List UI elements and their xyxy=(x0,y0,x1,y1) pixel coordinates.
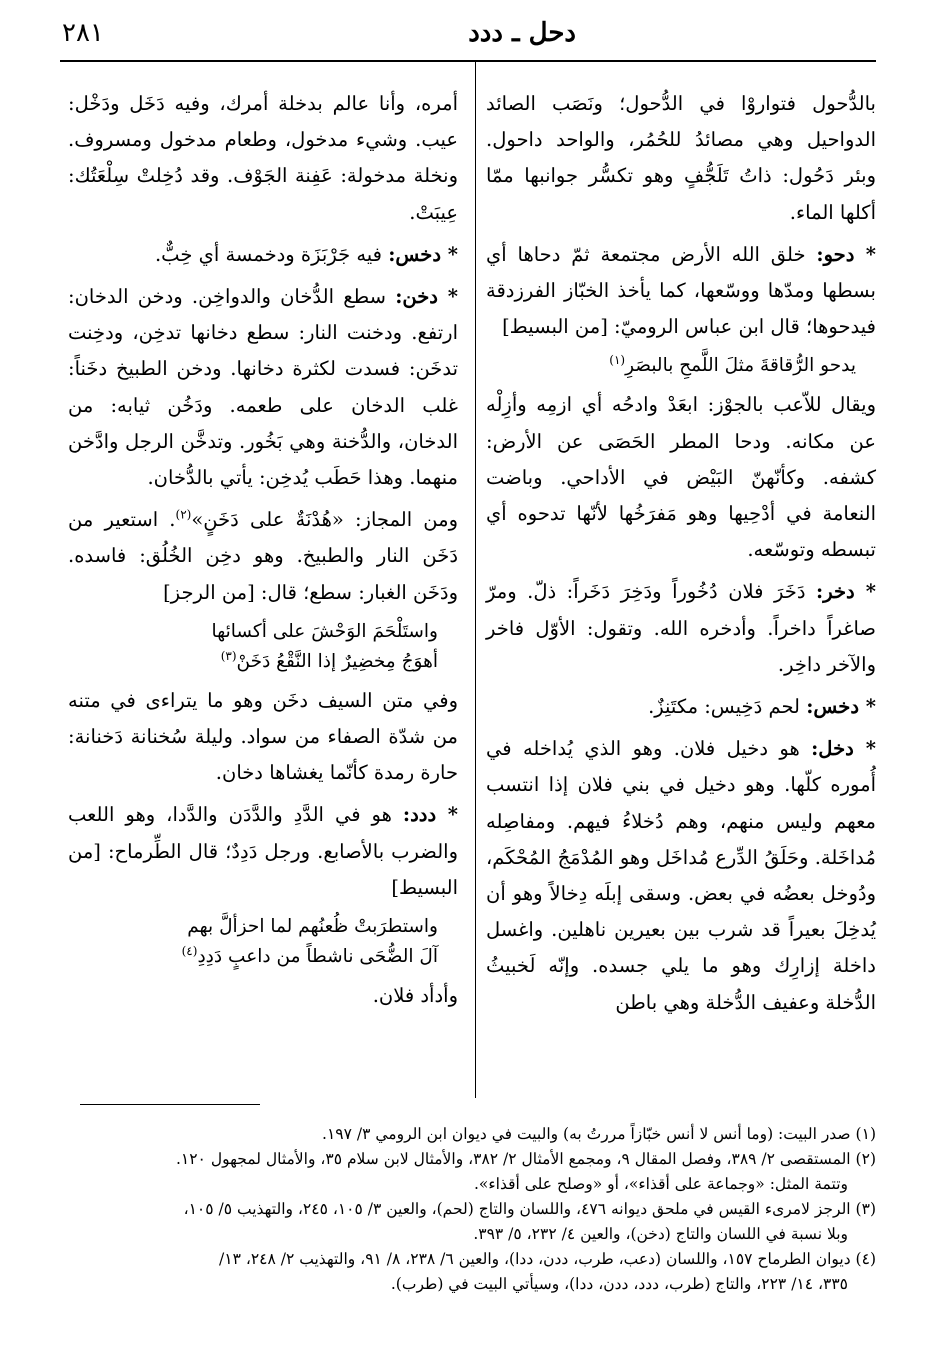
entry-headword: * دخس: xyxy=(806,695,876,719)
footnote-ref: (٣) xyxy=(220,648,237,663)
header-rule xyxy=(60,60,876,62)
footnote xyxy=(68,1147,876,1197)
entry-text: لحم دَخِيس: مكتَنِزٌ. xyxy=(648,695,807,719)
entry-text: فيه جَرْبَزَة ودخمسة أي خِبٌّ. xyxy=(154,242,389,266)
entry-text: ويقال للاّعب بالجوْز: ابعَدْ وادحُه أي ازمِه وأزِلْه عن مكانه. ودحا المطر الحَصَى عن الأرض: كشفه. وكأنّهنّ البَيْض في الأداحي. وباضت النعامة في أدْحِيها وهو مَفرَخُها لأنّها تدحوه أي تبسطه وتوسّعه. xyxy=(486,393,876,562)
right-column xyxy=(486,86,876,1027)
entry xyxy=(68,279,458,496)
verse-hemistich: يدحو الرُّقاقةَ مثلَ اللَّمحِ بالبصَرِ$^{(١)}$ xyxy=(609,353,856,377)
entry-text: سطع الدُّخان والدواخِن. ودخن الدخان: ارتفع. ودخنت النار: سطع دخانها تدخِن، ودخِنت تدخَن: فسدت لكثرة دخانها. ودخن الطبيخ دخَناً: غلب الدخان على طعمه. ودَخُن ثيابه: من الدخان، والدُّخنة وهي بَخُور. وتدخَّن الرجل وادَّخن منهما. وهذا حَطَب يُدخِن: يأتي بالدُّخان. xyxy=(68,285,458,490)
footnote-ref: (١) xyxy=(609,353,626,368)
entry xyxy=(486,689,876,725)
verse-hemistich: واستَلْحَمَ الوَحْشَ على أكسائها xyxy=(211,620,438,642)
entry xyxy=(486,731,876,1021)
entry-text: هو دخيل فلان. وهو الذي يُداخله في أُموره كلّها. وهو دخيل في بني فلان إذا انتسب معهم وليس منهم، وهم دُخلاءُ فيهم. ومفاصِله مُداخَلة. وحَلَقُ الدِّرع مُداخَل وهو المُدْمَجُ المُحْكَم، ودُوخل بعضُه في بعض. وسقى إبلَه دِخالاً وهو أن يُدخِلَ بعيراً قد شرب بين بعيرين ناهلين. واغسل داخلة إزارِك وهو ما يلي جسده. وإنّه لَخبيثُ الدُّخلة وعفيف الدُّخلة وهي باطن xyxy=(486,737,876,1014)
footnote xyxy=(68,1122,876,1147)
entry-text: هو في الدَّدِ والدَّدَن والدَّدا، وهو اللعب والضرب بالأصابع. ورجل دَدِدٌ؛ قال الطِّرماح: [من البسيط] xyxy=(68,803,458,899)
footnote-text: الرجز لامرىء القيس في ملحق ديوانه ٤٧٦، واللسان والتاج (لحم)، والعين ٣/ ١٠٥، ٢٤٥، والتهذيب ٥/ ١٠٥، xyxy=(183,1200,851,1218)
entry-headword: * ددد: xyxy=(402,803,458,827)
entry-text: وأدأد فلان. xyxy=(372,984,458,1008)
entry xyxy=(486,387,876,568)
footnote-number: (١) xyxy=(855,1125,876,1143)
entry-headword: * دخر: xyxy=(816,580,876,604)
footnote-text: ٣٣٥، ١٤/ ٢٢٣، والتاج (طرب، ددد، ددن، ددا)، وسيأتي البيت في (طرب). xyxy=(390,1275,848,1293)
left-column xyxy=(68,86,458,1020)
entry xyxy=(486,86,876,231)
page-title: دحل ـ ددد xyxy=(468,18,576,48)
entry-text: خلق الله الأرض مجتمعة ثمّ دحاها أي بسطها ومدّها ووسّعها، كما يأخذ الخبّاز الفرزدقة فيدحوها؛ قال ابن عباس الروميّ: [من البسيط] xyxy=(486,242,876,339)
footnote-text: وبلا نسبة في اللسان والتاج (دخن)، والعين ٤/ ٢٣٢، ٥/ ٣٩٣. xyxy=(473,1225,848,1243)
footnote-separator xyxy=(80,1104,260,1105)
entry-headword: * دخس: xyxy=(388,242,458,266)
entry-text: ومن المجاز: «هُدْنَةٌ على دَخَنٍ» xyxy=(191,508,458,532)
footnote-number: (٢) xyxy=(855,1150,876,1168)
entry xyxy=(68,978,458,1014)
footnote-text: وتتمة المثل: «وجماعة على أقذاء»، أو «وصلح على أقذاء». xyxy=(473,1175,848,1193)
verse xyxy=(68,912,438,972)
footnote-text: ديوان الطرماح ١٥٧، واللسان (دعب، طرب، ددن، ددا)، والعين ٦/ ٢٣٨، ٨/ ٩١، والتهذيب ٢/ ٢٤٨، ١٣/ xyxy=(219,1250,851,1268)
running-head xyxy=(60,18,876,58)
entry xyxy=(68,237,458,273)
footnotes xyxy=(68,1122,876,1297)
footnote-number: (٣) xyxy=(855,1200,876,1218)
entry-text: . استعير من دَخَن النار والطبيخ. وهو دخِن الخُلُق: فاسده. ودَخَن الغبار: سطع؛ قال: [من الرجز] xyxy=(68,508,458,604)
entry xyxy=(68,86,458,231)
entry xyxy=(68,797,458,906)
entry xyxy=(68,683,458,792)
footnote-ref: (٢) xyxy=(175,507,192,522)
verse xyxy=(68,617,438,677)
entry-headword: * دخن: xyxy=(395,285,458,309)
column-divider xyxy=(475,62,476,1098)
entry-text: دَخَرَ فلان دُخُوراً ودَخِرَ دَخَراً: ذلّ. ومرّ صاغراً داخراً. وأدخره الله. وتقول: الأوّل فاخر والآخر داخِر. xyxy=(486,580,876,676)
entry-text: وفي متن السيف دخَن وهو ما يتراءى في متنه من شدّة الصفاء من سواد. وليلة سُخنانة دَخنانة: حارة رمدة كأنّما يغشاها دخان. xyxy=(68,688,458,785)
entry xyxy=(486,574,876,683)
verse-hemistich: واستطرَبتْ ظُعنُهم لما احزألَّ بهم xyxy=(187,916,438,938)
footnote xyxy=(68,1247,876,1297)
verse-hemistich: أهوَجُ مِخضِيرٌ إذا النَّقْعُ دَخَنْ$^{(٣)}$ xyxy=(220,648,438,672)
verse-hemistich: آلَ الضُّحَى ناشطاً من داعبٍ دَدِدِ$^{(٤)}$ xyxy=(181,943,438,968)
entry xyxy=(486,237,876,346)
entry-headword: * دحو: xyxy=(816,242,876,266)
entry-text: أمره، وأنا عالم بدخلة أمرك، وفيه دَخَل ودَخْل: عيب. وشيء مدخول، وطعام مدخول ومسروف. ونخلة مدخولة: عَفِنة الجَوْف. وقد دُخِلتْ سِلْعَتُك: عِيبَتْ. xyxy=(68,92,458,224)
footnote-text: المستقصى ٢/ ٣٨٩، وفصل المقال ٩، ومجمع الأمثال ٢/ ٣٨٢، والأمثال لابن سلام ٣٥، والأمثال لمجهول ١٢٠. xyxy=(175,1150,851,1168)
verse xyxy=(486,351,856,381)
entry-text: بالدُّحول فتواروْا في الدُّحول؛ ونَصَب الصائد الدواحيل وهي مصائدُ للحُمُر، والواحد داحول. وبئر دَحُول: ذاتُ تَلَجُّفٍ وهو تكسُّر جوانبها ممّا أكلها الماء. xyxy=(486,92,876,224)
entry-headword: * دخل: xyxy=(811,737,876,761)
page-number: ٢٨١ xyxy=(62,18,104,48)
footnote-ref: (٤) xyxy=(181,943,198,958)
entry xyxy=(68,502,458,611)
footnote-number: (٤) xyxy=(855,1250,876,1268)
footnote xyxy=(68,1197,876,1247)
footnote-text: صدر البيت: (وما أنس لا أنس خبّازاً مررتُ به) والبيت في ديوان ابن الرومي ٣/ ١٩٧. xyxy=(322,1125,851,1143)
